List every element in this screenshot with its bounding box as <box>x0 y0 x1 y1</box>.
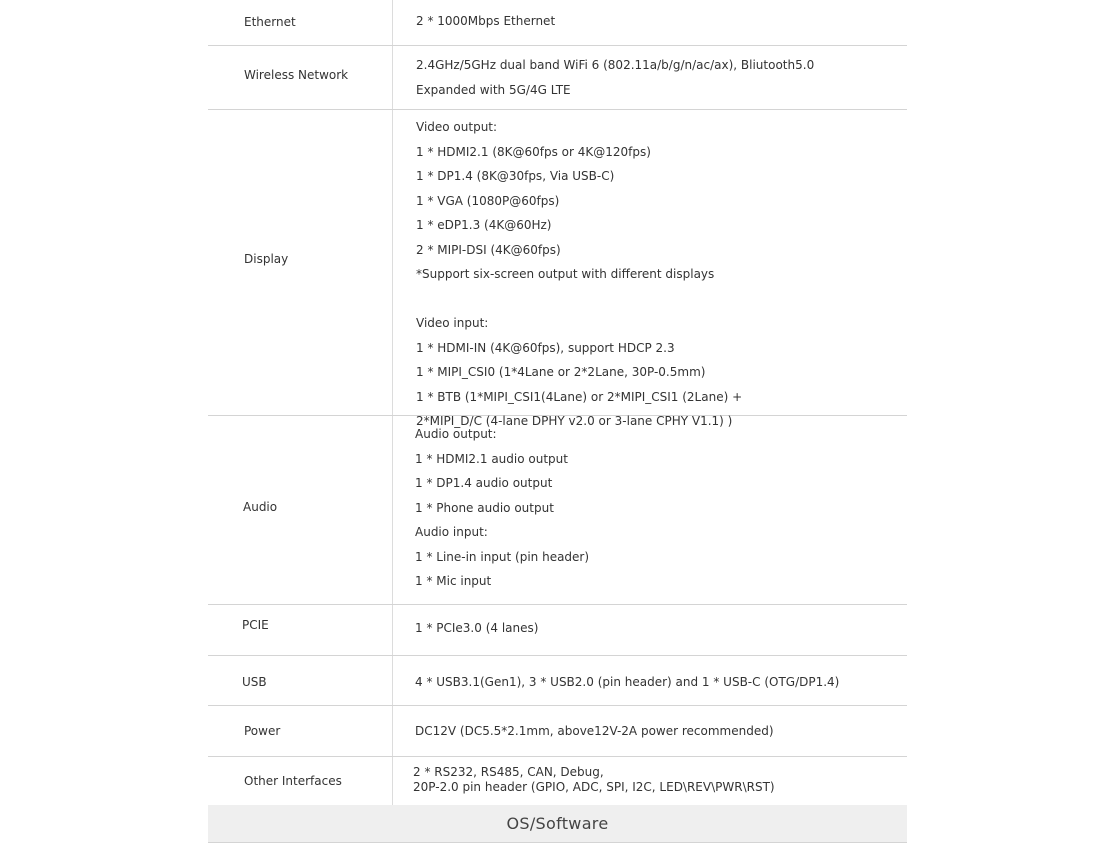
value-line: 1 * eDP1.3 (4K@60Hz) <box>416 218 552 232</box>
value-line: Video input: <box>416 316 489 330</box>
value-line: Audio input: <box>415 525 488 539</box>
section-heading-os-software: OS/Software <box>208 805 907 843</box>
value-line: Video output: <box>416 120 498 134</box>
value-line: 1 * VGA (1080P@60fps) <box>416 193 560 208</box>
row-value-wireless <box>416 57 814 106</box>
row-label-power: Power <box>244 724 281 738</box>
row-label-display: Display <box>244 252 289 266</box>
row-value-pcie <box>415 620 538 645</box>
row-divider <box>208 705 907 706</box>
value-line: 2*MIPI_D/C (4-lane DPHY v2.0 or 3-lane CPHY V1.1) ) <box>416 414 733 428</box>
row-divider <box>208 45 907 46</box>
value-line <box>416 291 742 316</box>
value-line: Audio output: <box>415 427 497 441</box>
row-divider <box>208 604 907 605</box>
row-value-ethernet <box>416 13 555 38</box>
value-line: 1 * BTB (1*MIPI_CSI1(4Lane) or 2*MIPI_CSI1 (2Lane) + <box>416 389 743 404</box>
value-line: DC12V (DC5.5*2.1mm, above12V-2A power recommended) <box>415 724 774 738</box>
row-divider <box>208 756 907 757</box>
value-line: 1 * HDMI-IN (4K@60fps), support HDCP 2.3 <box>416 340 675 355</box>
value-line: 2 * MIPI-DSI (4K@60fps) <box>416 242 561 257</box>
value-line: 1 * DP1.4 audio output <box>415 476 553 490</box>
row-label-other-interfaces: Other Interfaces <box>244 774 342 788</box>
row-value-other-interfaces <box>413 765 775 795</box>
column-divider <box>392 0 393 805</box>
row-label-audio: Audio <box>243 500 278 514</box>
value-line: 20P-2.0 pin header (GPIO, ADC, SPI, I2C, LED\REV\PWR\RST) <box>413 780 775 794</box>
row-value-audio <box>415 426 589 598</box>
value-line: 1 * Line-in input (pin header) <box>415 549 590 564</box>
value-line: 1 * DP1.4 (8K@30fps, Via USB-C) <box>416 169 615 183</box>
row-divider <box>208 655 907 656</box>
value-line: 1 * MIPI_CSI0 (1*4Lane or 2*2Lane, 30P-0.5mm) <box>416 365 706 379</box>
value-line: 2 * RS232, RS485, CAN, Debug, <box>413 765 604 779</box>
row-label-ethernet: Ethernet <box>244 15 296 29</box>
value-line: 1 * Phone audio output <box>415 500 554 515</box>
value-line: 1 * PCIe3.0 (4 lanes) <box>415 621 539 635</box>
value-line: 2.4GHz/5GHz dual band WiFi 6 (802.11a/b/g/n/ac/ax), Bliutooth5.0 <box>416 58 815 72</box>
row-value-power <box>415 723 774 748</box>
value-line: *Support six-screen output with different displays <box>416 267 715 281</box>
row-label-usb: USB <box>242 675 267 689</box>
value-line: Expanded with 5G/4G LTE <box>416 82 571 97</box>
value-line: 1 * HDMI2.1 (8K@60fps or 4K@120fps) <box>416 144 651 159</box>
row-value-display <box>416 119 742 438</box>
row-label-wireless: Wireless Network <box>244 68 349 82</box>
value-line: 1 * Mic input <box>415 574 492 588</box>
row-label-pcie: PCIE <box>242 618 269 632</box>
value-line: 1 * HDMI2.1 audio output <box>415 451 568 466</box>
row-divider <box>208 109 907 110</box>
value-line: 4 * USB3.1(Gen1), 3 * USB2.0 (pin header) and 1 * USB-C (OTG/DP1.4) <box>415 675 840 689</box>
row-value-usb <box>415 674 839 699</box>
value-line: 2 * 1000Mbps Ethernet <box>416 14 556 28</box>
